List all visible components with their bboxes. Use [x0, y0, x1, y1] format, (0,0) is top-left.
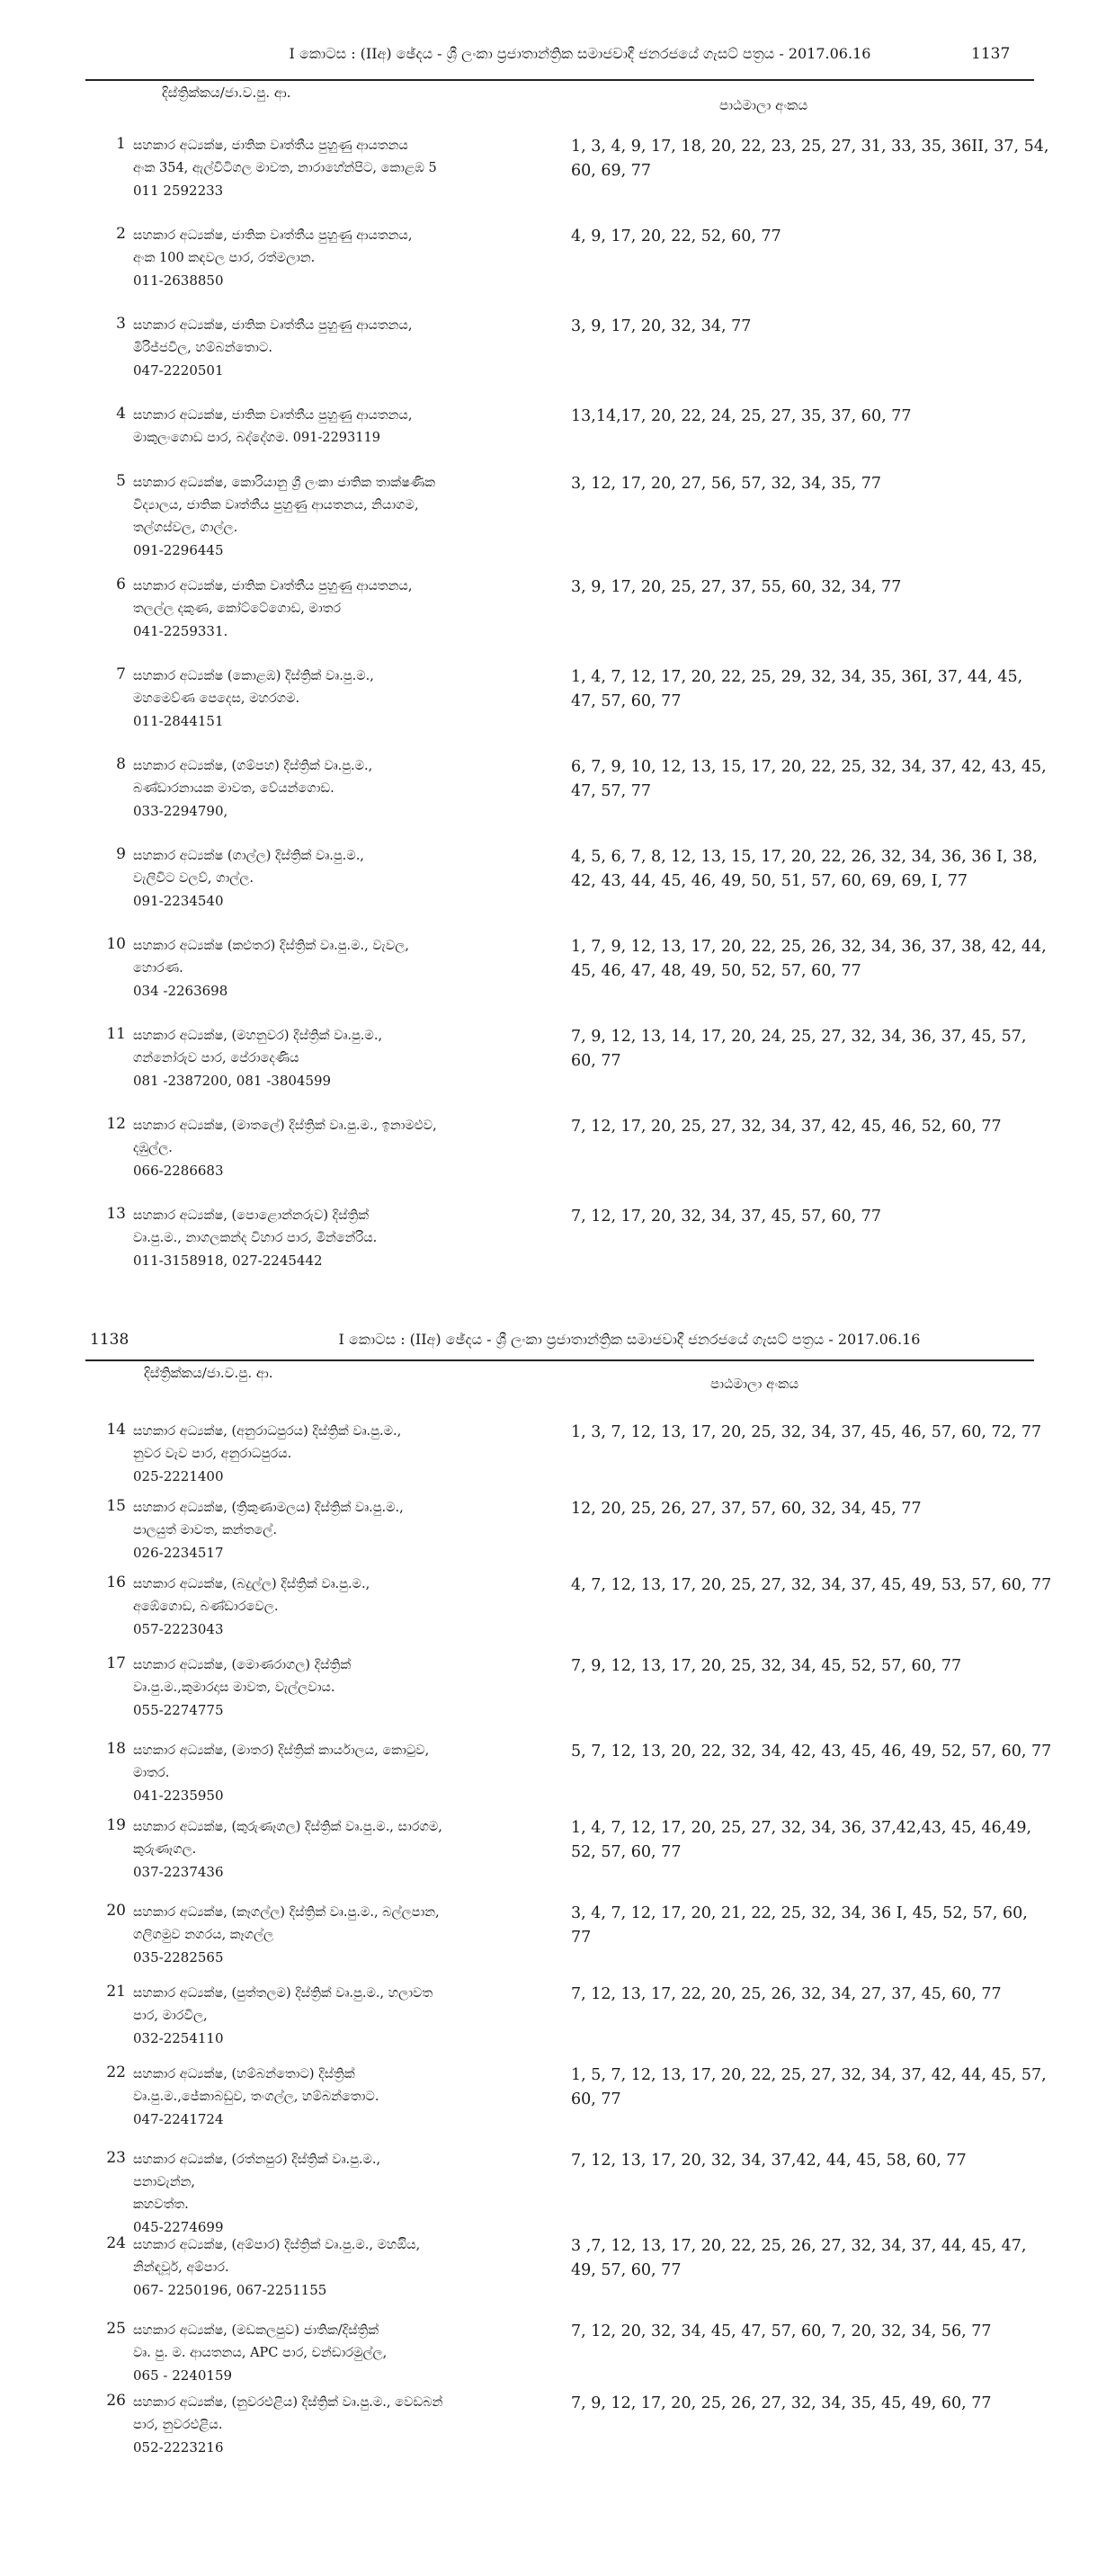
address-line: පනාවැන්න,	[133, 2175, 195, 2189]
address-line: සහකාර අධ්‍යක්ෂ, (හම්බන්තොට) දිස්ත්‍රික්	[133, 2067, 355, 2081]
institute-address	[133, 1025, 637, 1092]
course-numbers-line: 12, 20, 25, 26, 27, 37, 57, 60, 32, 34, 45, 77	[571, 1500, 922, 1518]
institute-address	[133, 1205, 637, 1272]
institute-address	[133, 1983, 637, 2050]
address-line: කුරුණෑගල.	[133, 1842, 197, 1857]
header-rule	[85, 79, 1034, 81]
phone-number: 065 - 2240159	[133, 2367, 233, 2384]
course-numbers-line: 77	[571, 1929, 592, 1947]
course-numbers-line: 7, 9, 12, 13, 17, 20, 25, 32, 34, 45, 52, 57, 60, 77	[571, 1657, 962, 1675]
phone-number: 033-2294790,	[133, 803, 228, 819]
course-numbers-line: 7, 12, 13, 17, 22, 20, 25, 26, 32, 34, 27, 37, 45, 60, 77	[571, 1985, 1002, 2003]
address-line: සහකාර අධ්‍යක්ෂ, (අනුරාධපුරය) දිස්ත්‍රික් වෘ.පු.ම.,	[133, 1424, 402, 1439]
institute-address	[133, 575, 637, 643]
course-numbers-line: 7, 12, 20, 32, 34, 45, 47, 57, 60, 7, 20, 32, 34, 56, 77	[571, 2322, 992, 2340]
course-numbers-line: 52, 57, 60, 77	[571, 1843, 682, 1861]
address-line: සහකාර අධ්‍යක්ෂ, (මාතලේ) දිස්ත්‍රික් වෘ.පු.ම., ඉනාමළුව,	[133, 1119, 437, 1133]
entry-number: 19	[106, 1816, 126, 1834]
entry-number: 13	[106, 1205, 126, 1223]
course-numbers-line: 60, 77	[571, 2090, 621, 2108]
entry-number: 1	[116, 135, 126, 153]
institute-address	[133, 845, 637, 913]
entry-number: 21	[106, 1983, 126, 2001]
address-line: සහකාර අධ්‍යක්ෂ, (කුරුණෑගල) දිස්ත්‍රික් වෘ.පු.ම., සාරගම,	[133, 1820, 442, 1834]
address-line: මහමෙව්ණ පෙදෙස, මහරගම.	[133, 691, 300, 706]
address-line: තලල්ල දකුණ, කෝට්ටේගොඩ, මාතර	[133, 602, 342, 616]
entry-number: 14	[106, 1421, 126, 1439]
entry-number: 15	[106, 1497, 126, 1515]
address-line: සහකාර අධ්‍යක්ෂ, (මාතර) දිස්ත්‍රික් කාර්යාලය, කොටුව,	[133, 1743, 430, 1758]
phone-number: 026-2234517	[133, 1545, 224, 1561]
entry-number: 9	[116, 845, 126, 863]
gazette-page-1138	[0, 1313, 1115, 2576]
header-title: I කොටස : (IIඅ) ඡේදය - ශ්‍රී ලංකා ප්‍රජාතාන්ත්‍රික සමාජවාදී ජනරජයේ ගැසට් පත්‍රය - 2017.06.16	[338, 1331, 921, 1348]
institute-address	[133, 2320, 637, 2387]
institute-address	[133, 755, 637, 823]
course-numbers	[571, 2063, 1111, 2112]
address-line: සහකාර අධ්‍යක්ෂ, ජාතික වෘත්තීය පුහුණු ආයතනය,	[133, 408, 413, 423]
phone-number: 041-2235950	[133, 1787, 224, 1804]
institute-address	[133, 2392, 637, 2459]
phone-number: 025-2221400	[133, 1468, 224, 1484]
entry-number: 12	[106, 1115, 126, 1133]
course-numbers	[571, 2234, 1111, 2283]
course-numbers-line: 1, 3, 7, 12, 13, 17, 20, 25, 32, 34, 37, 45, 46, 57, 60, 72, 77	[571, 1423, 1042, 1441]
course-numbers-line: 1, 7, 9, 12, 13, 17, 20, 22, 25, 26, 32, 34, 36, 37, 38, 42, 44,	[571, 938, 1047, 956]
entry-number: 23	[106, 2149, 126, 2167]
institute-address	[133, 1740, 637, 1807]
address-line: සහකාර අධ්‍යක්ෂ (ගාල්ල) දිස්ත්‍රික් වෘ.පු.ම.,	[133, 849, 364, 863]
address-line: අඹේගොඩ, බණ්ඩාරවෙල.	[133, 1600, 279, 1614]
phone-number: 041-2259331.	[133, 623, 228, 639]
page-number: 1138	[90, 1331, 129, 1349]
phone-number: 034 -2263698	[133, 983, 228, 999]
course-numbers	[571, 1654, 1111, 1679]
address-line: ගන්නෝරුව පාර, පේරාදෙණිය	[133, 1051, 299, 1065]
course-numbers	[571, 225, 1111, 249]
institute-address	[133, 2234, 637, 2302]
phone-number: 067- 2250196, 067-2251155	[133, 2282, 327, 2298]
institute-address	[133, 665, 637, 733]
address-line: සහකාර අධ්‍යක්ෂ, ජාතික වෘත්තීය පුහුණු ආයතනය,	[133, 318, 413, 333]
course-numbers	[571, 1025, 1111, 1074]
address-line: කහවත්ත.	[133, 2197, 189, 2212]
entry-number: 22	[106, 2063, 126, 2081]
address-line: සහකාර අධ්‍යක්ෂ, (මහනුවර) දිස්ත්‍රික් වෘ.පු.ම.,	[133, 1029, 383, 1043]
address-line: වෘ.පු.ම.,කුමාරදාස මාවත, වැල්ලවාය.	[133, 1680, 335, 1695]
course-numbers	[571, 315, 1111, 339]
address-line: දඹුල්ල.	[133, 1141, 173, 1155]
course-numbers	[571, 1497, 1111, 1521]
address-line: සහකාර අධ්‍යක්ෂ, (මඩකලපුව) ජාතික/දිස්ත්‍රික්	[133, 2323, 379, 2338]
address-line: විද්‍යාලය, ජාතික වෘත්තීය පුහුණු ආයතනය, නියාගම,	[133, 498, 419, 513]
address-line: තල්ගස්වල, ගාල්ල.	[133, 521, 238, 535]
address-line: සහකාර අධ්‍යක්ෂ (කළුතර) දිස්ත්‍රික් වෘ.පු.ම., වැවල,	[133, 939, 409, 953]
course-numbers-line: 3, 9, 17, 20, 25, 27, 37, 55, 60, 32, 34, 77	[571, 578, 902, 596]
course-numbers	[571, 1740, 1111, 1764]
institute-address	[133, 1654, 637, 1722]
institute-address	[133, 405, 637, 450]
address-line: සහකාර අධ්‍යක්ෂ, කොරියානු ශ්‍රී ලංකා ජාතික තාක්ෂණික	[133, 476, 436, 490]
column-header-course-numbers: පාඨමාලා අංකය	[710, 1376, 799, 1392]
entry-number: 8	[116, 755, 126, 773]
phone-number: 055-2274775	[133, 1702, 224, 1718]
institute-address	[133, 1902, 637, 1969]
course-numbers-line: 6, 7, 9, 10, 12, 13, 15, 17, 20, 22, 25, 32, 34, 37, 42, 43, 45,	[571, 758, 1047, 776]
header-title: I කොටස : (IIඅ) ඡේදය - ශ්‍රී ලංකා ප්‍රජාතාන්ත්‍රික සමාජවාදී ජනරජයේ ගැසට් පත්‍රය - 2017.06.16	[289, 45, 871, 62]
course-numbers-line: 3, 4, 7, 12, 17, 20, 21, 22, 25, 32, 34, 36 I, 45, 52, 57, 60,	[571, 1904, 1028, 1922]
page-number: 1137	[971, 45, 1011, 63]
course-numbers	[571, 1573, 1111, 1598]
address-line: පාර, මාරවිල,	[133, 2009, 208, 2023]
course-numbers-line: 7, 12, 17, 20, 32, 34, 37, 45, 57, 60, 77	[571, 1208, 882, 1226]
phone-number: 032-2254110	[133, 2030, 224, 2046]
course-numbers-line: 45, 46, 47, 48, 49, 50, 52, 57, 60, 77	[571, 962, 861, 980]
course-numbers-line: 47, 57, 60, 77	[571, 692, 682, 710]
address-line: සහකාර අධ්‍යක්ෂ, (පොළොන්නරුව) දිස්ත්‍රික්	[133, 1208, 370, 1223]
course-numbers-line: 7, 12, 17, 20, 25, 27, 32, 34, 37, 42, 45, 46, 52, 60, 77	[571, 1118, 1002, 1136]
phone-number: 047-2241724	[133, 2111, 224, 2127]
course-numbers-line: 1, 5, 7, 12, 13, 17, 20, 22, 25, 27, 32, 34, 37, 42, 44, 45, 57,	[571, 2066, 1047, 2084]
entry-number: 26	[106, 2392, 126, 2410]
phone-number: 091-2234540	[133, 893, 224, 909]
address-line: සහකාර අධ්‍යක්ෂ, (නුවරඑළිය) දිස්ත්‍රික් වෘ.පු.ම., වෙඩබන්	[133, 2395, 443, 2410]
course-numbers	[571, 405, 1111, 429]
address-line: සහකාර අධ්‍යක්ෂ, ජාතික වෘත්තීය පුහුණු ආයතනය	[133, 138, 408, 153]
course-numbers	[571, 755, 1111, 804]
address-line: වෘ. පු. ම. ආයතනය, APC පාර, චන්ඩාරමුල්ල,	[133, 2346, 388, 2360]
course-numbers	[571, 2392, 1111, 2416]
course-numbers-line: 3 ,7, 12, 13, 17, 20, 22, 25, 26, 27, 32, 34, 37, 44, 45, 47,	[571, 2237, 1027, 2255]
address-line: සහකාර අධ්‍යක්ෂ, (පුත්තලම) දිස්ත්‍රික් වෘ.පු.ම., හලාවත	[133, 1986, 433, 2001]
course-numbers-line: 60, 77	[571, 1052, 621, 1070]
course-numbers-line: 1, 4, 7, 12, 17, 20, 25, 27, 32, 34, 36, 37,42,43, 45, 46,49,	[571, 1819, 1032, 1837]
address-line: සහකාර අධ්‍යක්ෂ, (රත්නපුර) දිස්ත්‍රික් වෘ.පු.ම.,	[133, 2153, 381, 2167]
course-numbers-line: 3, 12, 17, 20, 27, 56, 57, 32, 34, 35, 77	[571, 475, 882, 493]
entry-number: 5	[116, 472, 126, 490]
course-numbers-line: 4, 9, 17, 20, 22, 52, 60, 77	[571, 227, 781, 245]
phone-number: 057-2223043	[133, 1621, 224, 1637]
entry-number: 24	[106, 2234, 126, 2252]
address-line: මාතර.	[133, 1766, 170, 1780]
course-numbers	[571, 1816, 1111, 1865]
entry-number: 18	[106, 1740, 126, 1758]
institute-address	[133, 1573, 637, 1641]
course-numbers	[571, 665, 1111, 714]
page-header	[135, 45, 1025, 72]
entry-number: 6	[116, 575, 126, 593]
course-numbers-line: 5, 7, 12, 13, 20, 22, 32, 34, 42, 43, 45, 46, 49, 52, 57, 60, 77	[571, 1743, 1052, 1760]
entry-number: 4	[116, 405, 126, 423]
column-header-course-numbers: පාඨමාලා අංකය	[719, 97, 808, 113]
address-line: අංක 100 කඳවල පාර, රත්මලාන.	[133, 251, 316, 265]
column-header-district: දිස්ත්‍රික්කය/ජා.ව.පු. ආ.	[162, 85, 291, 101]
entry-number: 2	[116, 225, 126, 243]
address-line: වෘ.පු.ම., නාගලකන්ද විහාර පාර, මින්නේරිය.	[133, 1231, 378, 1245]
address-line: මාකුලංගොඩ පාර, බද්දේගම. 091-2293119	[133, 431, 380, 445]
address-line: නුවර වැව පාර, අනුරාධපුරය.	[133, 1447, 292, 1461]
course-numbers-line: 13,14,17, 20, 22, 24, 25, 27, 35, 37, 60, 77	[571, 407, 912, 425]
phone-number: 035-2282565	[133, 1949, 224, 1965]
course-numbers	[571, 472, 1111, 496]
course-numbers-line: 4, 7, 12, 13, 17, 20, 25, 27, 32, 34, 37, 45, 49, 53, 57, 60, 77	[571, 1576, 1052, 1594]
entry-number: 7	[116, 665, 126, 683]
course-numbers	[571, 1983, 1111, 2007]
phone-number: 011-2844151	[133, 713, 224, 729]
phone-number: 052-2223216	[133, 2439, 224, 2456]
phone-number: 066-2286683	[133, 1163, 224, 1179]
address-line: සහකාර අධ්‍යක්ෂ, ජාතික වෘත්තීය පුහුණු ආයතනය,	[133, 579, 413, 593]
column-header-district: දිස්ත්‍රික්කය/ජා.ව.පු. ආ.	[144, 1365, 273, 1381]
course-numbers	[571, 1421, 1111, 1445]
address-line: සහකාර අධ්‍යක්ෂ, ජාතික වෘත්තීය පුහුණු ආයතනය,	[133, 228, 413, 243]
entry-number: 11	[106, 1025, 126, 1043]
institute-address	[133, 935, 637, 1003]
phone-number: 091-2296445	[133, 542, 224, 558]
course-numbers-line: 3, 9, 17, 20, 32, 34, 77	[571, 317, 752, 335]
course-numbers	[571, 575, 1111, 600]
entry-number: 3	[116, 315, 126, 333]
course-numbers	[571, 2320, 1111, 2344]
address-line: සහකාර අධ්‍යක්ෂ, (අම්පාර) දිස්ත්‍රික් වෘ.පු.ම., මහඔිය,	[133, 2238, 421, 2252]
phone-number: 047-2220501	[133, 362, 224, 379]
address-line: සහකාර අධ්‍යක්ෂ, (කෑගල්ල) දිස්ත්‍රික් වෘ.පු.ම., බල්ලපාන,	[133, 1905, 440, 1920]
entry-number: 20	[106, 1902, 126, 1920]
phone-number: 081 -2387200, 081 -3804599	[133, 1073, 332, 1089]
address-line: සහකාර අධ්‍යක්ෂ, (මොණරාගල) දිස්ත්‍රික්	[133, 1658, 352, 1672]
course-numbers-line: 49, 57, 60, 77	[571, 2261, 682, 2279]
phone-number: 037-2237436	[133, 1864, 224, 1880]
phone-number: 011-3158918, 027-2245442	[133, 1252, 323, 1269]
header-rule	[85, 1359, 1034, 1361]
address-line: පාර, නුවරඑළිය.	[133, 2418, 223, 2432]
phone-number: 011 2592233	[133, 183, 224, 199]
course-numbers	[571, 935, 1111, 984]
address-line: වැලිවිට වලව්, ගාල්ල.	[133, 871, 254, 886]
address-line: සහකාර අධ්‍යක්ෂ (කොළඹ) දිස්ත්‍රික් වෘ.පු.ම.,	[133, 669, 374, 683]
address-line: නින්ඳවූර්, අම්පාර.	[133, 2260, 229, 2275]
course-numbers	[571, 1902, 1111, 1950]
course-numbers-line: 4, 5, 6, 7, 8, 12, 13, 15, 17, 20, 22, 26, 32, 34, 36, 36 I, 38,	[571, 848, 1038, 866]
phone-number: 045-2274699	[133, 2219, 224, 2235]
course-numbers-line: 1, 4, 7, 12, 17, 20, 22, 25, 29, 32, 34, 35, 36I, 37, 44, 45,	[571, 668, 1023, 686]
institute-address	[133, 135, 637, 202]
institute-address	[133, 2149, 637, 2239]
course-numbers	[571, 845, 1111, 894]
entry-number: 10	[106, 935, 126, 953]
course-numbers-line: 1, 3, 4, 9, 17, 18, 20, 22, 23, 25, 27, 31, 33, 35, 36II, 37, 54,	[571, 138, 1049, 156]
page-header	[90, 1331, 1025, 1358]
course-numbers	[571, 135, 1111, 183]
institute-address	[133, 225, 637, 292]
entry-number: 16	[106, 1573, 126, 1591]
address-line: අංක 354, ඇල්විටිගල මාවත, නාරාහේන්පිට, කොළඹ 5	[133, 161, 437, 175]
address-line: මිරිජ්ජවිල, හම්බන්තොට.	[133, 341, 272, 355]
address-line: වෘ.පු.ම.,ජේකාබඩුව, තංගල්ල, හම්බන්තොට.	[133, 2090, 379, 2104]
address-line: සහකාර අධ්‍යක්ෂ, (ගම්පහ) දිස්ත්‍රික් වෘ.පු.ම.,	[133, 759, 373, 773]
address-line: හොරණ.	[133, 961, 183, 976]
address-line: සහකාර අධ්‍යක්ෂ, (බදුල්ල) දිස්ත්‍රික් වෘ.පු.ම.,	[133, 1577, 370, 1591]
institute-address	[133, 1115, 637, 1182]
address-line: සහකාර අධ්‍යක්ෂ, (ත්‍රිකුණාමලය) දිස්ත්‍රික් වෘ.පු.ම.,	[133, 1501, 404, 1515]
institute-address	[133, 472, 637, 562]
course-numbers	[571, 1115, 1111, 1139]
address-line: පාලයුත් මාවත, කන්තලේ.	[133, 1523, 277, 1538]
institute-address	[133, 315, 637, 382]
institute-address	[133, 1421, 637, 1488]
course-numbers-line: 47, 57, 77	[571, 782, 652, 800]
course-numbers-line: 7, 12, 13, 17, 20, 32, 34, 37,42, 44, 45, 58, 60, 77	[571, 2152, 967, 2170]
entry-number: 17	[106, 1654, 126, 1672]
course-numbers-line: 7, 9, 12, 17, 20, 25, 26, 27, 32, 34, 35, 45, 49, 60, 77	[571, 2394, 992, 2412]
address-line: ගලිගමුව නගරය, කෑගල්ල	[133, 1928, 274, 1942]
course-numbers-line: 42, 43, 44, 45, 46, 49, 50, 51, 57, 60, 69, 69, I, 77	[571, 872, 968, 890]
course-numbers	[571, 2149, 1111, 2173]
phone-number: 011-2638850	[133, 272, 224, 289]
institute-address	[133, 1816, 637, 1884]
course-numbers-line: 60, 69, 77	[571, 162, 652, 180]
institute-address	[133, 2063, 637, 2131]
course-numbers	[571, 1205, 1111, 1229]
entry-number: 25	[106, 2320, 126, 2338]
institute-address	[133, 1497, 637, 1564]
address-line: බණ්ඩාරනායක මාවත, වේයන්ගොඩ.	[133, 781, 334, 796]
course-numbers-line: 7, 9, 12, 13, 14, 17, 20, 24, 25, 27, 32, 34, 36, 37, 45, 57,	[571, 1028, 1027, 1046]
